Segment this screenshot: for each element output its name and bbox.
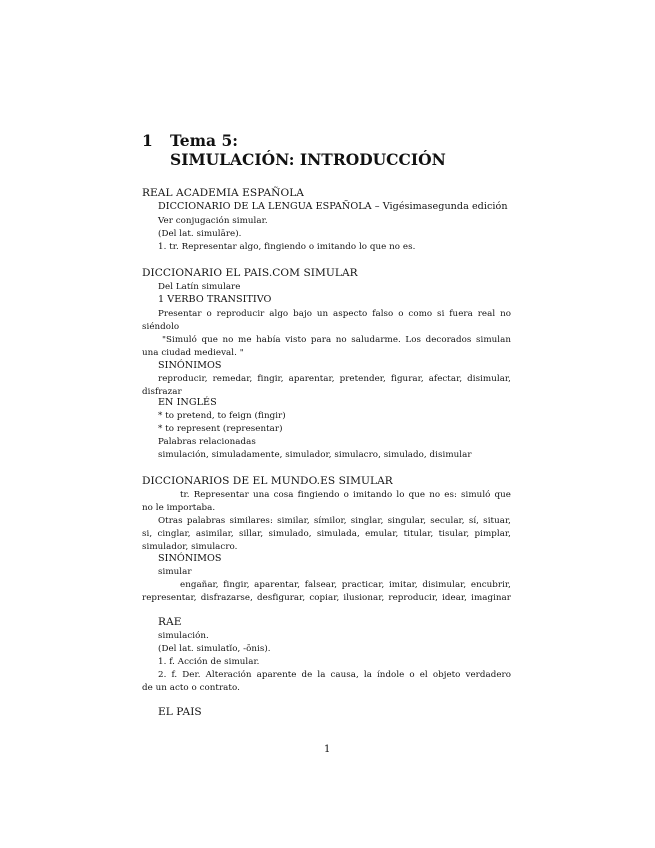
mundo-similar-cont: si, cinglar, asimilar, sillar, simulado, simulada, emular, titular, tisular, pimplar, (142, 529, 511, 539)
elpais-example: "Simuló que no me había visto para no saludarme. Los decorados simulan (162, 335, 511, 345)
elpais-synonyms-heading: SINÓNIMOS (158, 360, 222, 371)
section-number: 1 (142, 131, 153, 150)
mundo-definition-cont: no le importaba. (142, 503, 216, 513)
elpais-heading: DICCIONARIO EL PAIS.COM SIMULAR (142, 267, 358, 279)
rae-line: 1. tr. Representar algo, fingiendo o imitando lo que no es. (158, 242, 416, 252)
mundo-synonyms: engañar, fingir, aparentar, falsear, practicar, imitar, disimular, encubrir, (180, 580, 511, 590)
section-title: Tema 5: (170, 131, 238, 150)
mundo-synonyms-cont: representar, disfrazarse, desfigurar, copiar, ilusionar, reproducir, idear, imaginar (142, 593, 511, 603)
mundo-heading: DICCIONARIOS DE EL MUNDO.ES SIMULAR (142, 475, 393, 487)
rae-simulacion-etymology: (Del lat. simulatĭo, -ōnis). (158, 644, 271, 654)
rae-line: Ver conjugación simular. (158, 216, 268, 226)
mundo-similar-end: simulador, simulacro. (142, 542, 238, 552)
elpais-related-heading: Palabras relacionadas (158, 437, 256, 447)
rae-subheading: DICCIONARIO DE LA LENGUA ESPAÑOLA – Vigésimasegunda edición (158, 201, 508, 212)
mundo-similar: Otras palabras similares: similar, símilor, singlar, singular, secular, sí, situar, (158, 516, 511, 526)
elpais-english-item: * to represent (representar) (158, 424, 283, 434)
elpais-example-cont: una ciudad medieval. " (142, 348, 244, 358)
elpais-english-heading: EN INGLÉS (158, 397, 217, 408)
elpais-english-item: * to pretend, to feign (fingir) (158, 411, 286, 421)
rae-simulacion-word: simulación. (158, 631, 209, 641)
elpais-synonyms-cont: disfrazar (142, 387, 182, 397)
rae-line: (Del lat. simulāre). (158, 229, 242, 239)
elpais-definition: Presentar o reproducir algo bajo un aspecto falso o como si fuera real no (158, 309, 511, 319)
mundo-synonyms-word: simular (158, 567, 192, 577)
mundo-definition: tr. Representar una cosa fingiendo o imitando lo que no es: simuló que (180, 490, 511, 500)
rae-heading: REAL ACADEMIA ESPAÑOLA (142, 187, 304, 199)
elpais-synonyms: reproducir, remedar, fingir, aparentar, pretender, figurar, afectar, disimular, (158, 374, 511, 384)
rae-simulacion-heading: RAE (158, 616, 182, 628)
rae-simulacion-def-cont: de un acto o contrato. (142, 683, 240, 693)
elpais-latin: Del Latín simulare (158, 282, 241, 292)
elpais-definition-cont: siéndolo (142, 322, 180, 332)
elpais-related: simulación, simuladamente, simulador, simulacro, simulado, disimular (158, 450, 472, 460)
section-subtitle: SIMULACIÓN: INTRODUCCIÓN (170, 150, 446, 169)
rae-simulacion-def: 2. f. Der. Alteración aparente de la causa, la índole o el objeto verdadero (158, 670, 511, 680)
elpais-verb-heading: 1 VERBO TRANSITIVO (158, 294, 272, 305)
rae-simulacion-def: 1. f. Acción de simular. (158, 657, 260, 667)
mundo-synonyms-heading: SINÓNIMOS (158, 553, 222, 564)
page-number: 1 (324, 744, 331, 755)
elpais-footer-heading: EL PAIS (158, 706, 202, 718)
